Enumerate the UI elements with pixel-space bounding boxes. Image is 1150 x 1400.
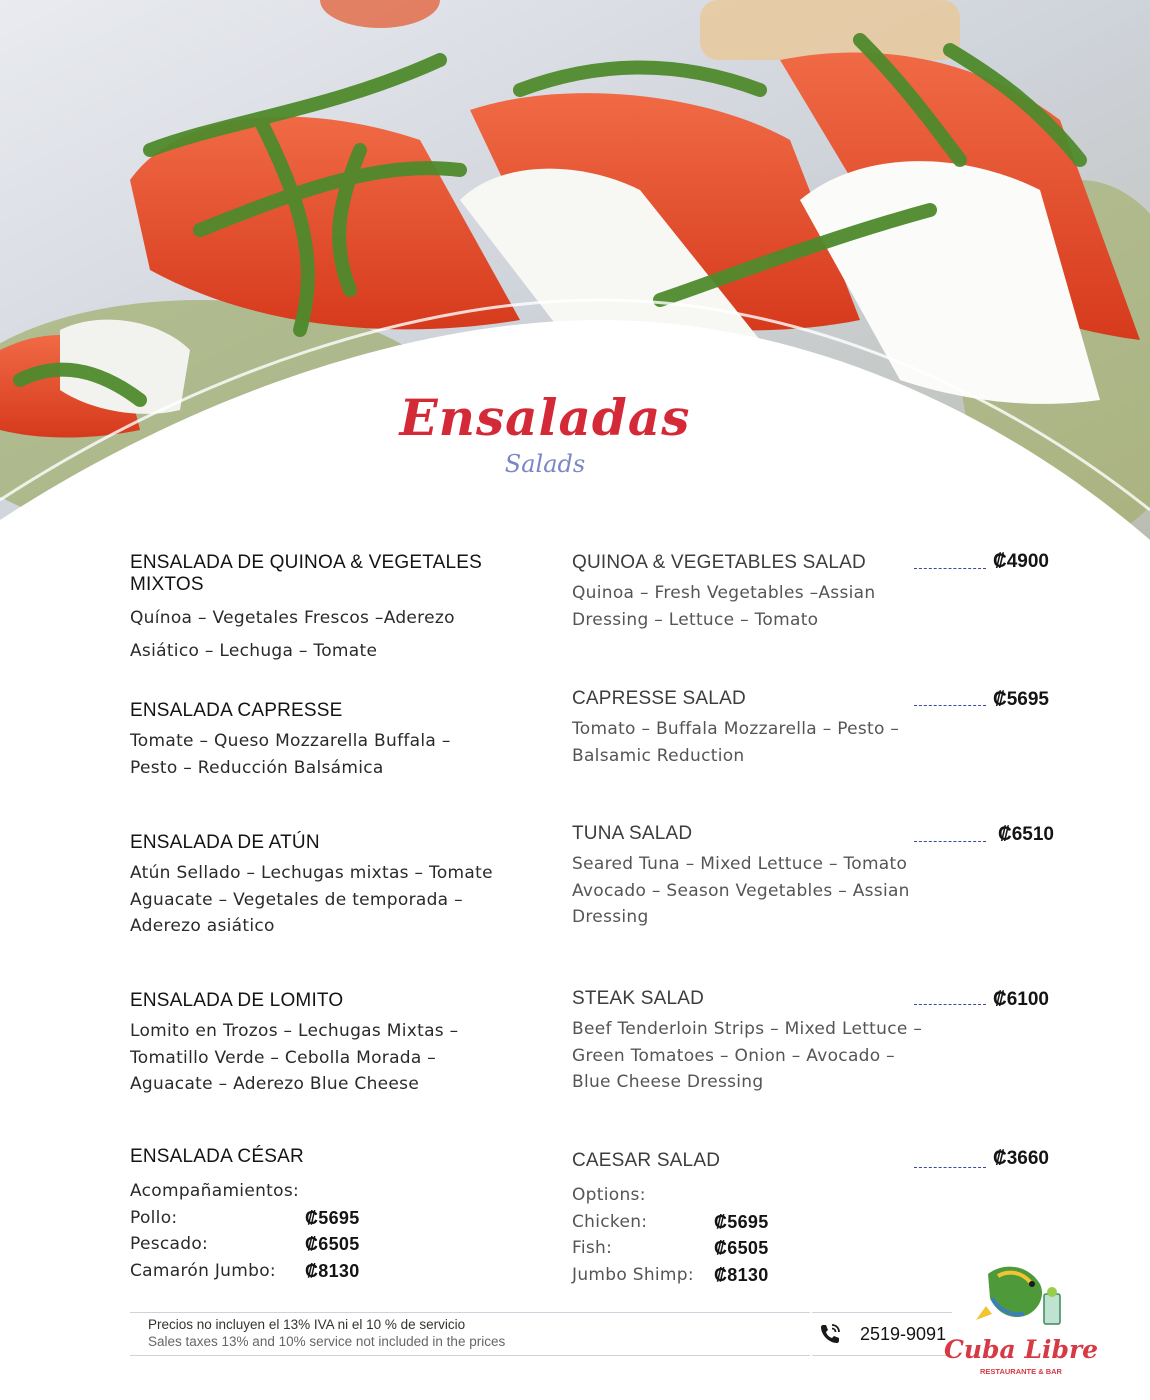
menu-item-es [130,990,540,1098]
page-title: Ensaladas [399,388,691,447]
option-row [130,1258,540,1285]
item-name: ENSALADA CÉSAR [130,1146,304,1167]
option-price: ₡8130 [305,1260,360,1281]
tax-note-es: Precios no incluyen el 13% IVA ni el 10 % de servicio [148,1317,466,1332]
desc-line: Green Tomatoes – Onion – Avocado – [572,1045,895,1066]
desc-line: Blue Cheese Dressing [572,1072,764,1092]
tax-note-en: Sales taxes 13% and 10% service not included in the prices [148,1334,506,1349]
desc-line: Tomato – Buffala Mozzarella – Pesto – [572,719,900,739]
item-name: ENSALADA DE LOMITO [130,990,344,1011]
desc-line: Atún Sellado – Lechugas mixtas – Tomate [130,863,493,883]
option-price: ₡6505 [305,1234,360,1254]
option-price: ₡8130 [714,1264,769,1285]
desc-line: Lomito en Trozos – Lechugas Mixtas – [130,1021,459,1041]
desc-line: Avocado – Season Vegetables – Assian [572,880,910,901]
phone-number: 2519-9091 [860,1324,947,1344]
option-row [130,1231,540,1258]
desc-line: Pesto – Reducción Balsámica [130,757,384,778]
item-name: ENSALADA DE ATÚN [130,832,320,853]
item-price: ₡3660 [993,1148,1049,1169]
item-name: ENSALADA DE QUINOA & VEGETALES MIXTOS [130,552,482,595]
item-options [572,1182,982,1288]
price-leader [914,1004,986,1005]
item-name: ENSALADA CAPRESSE [130,700,343,721]
item-description [130,728,540,781]
item-name: TUNA SALAD [572,823,693,844]
option-row [130,1205,540,1232]
options-label: Options: [572,1185,646,1205]
menu-item-en [572,688,982,769]
desc-line: Quínoa – Vegetales Frescos –Aderezo [130,608,455,628]
item-description [572,1016,982,1096]
cuba-libre-logo [943,1254,1099,1394]
option-price: ₡5695 [305,1207,360,1228]
desc-line: Beef Tenderloin Strips – Mixed Lettuce – [572,1019,923,1039]
desc-line: Asiático – Lechuga – Tomate [130,641,378,661]
page-subtitle: Salads [504,450,586,478]
option-label: Chicken: [572,1211,648,1232]
item-price: ₡4900 [993,551,1049,572]
logo-text: Cuba Libre [943,1335,1099,1364]
desc-line: Seared Tuna – Mixed Lettuce – Tomato [572,854,908,874]
menu-item-en [572,1150,982,1288]
item-description [130,1018,540,1098]
item-name: CAESAR SALAD [572,1150,721,1171]
options-label: Acompañamientos: [130,1181,300,1201]
item-name: CAPRESSE SALAD [572,688,746,709]
item-name: STEAK SALAD [572,988,705,1009]
option-label: Pescado: [130,1234,209,1254]
item-description [130,602,540,668]
option-label: Jumbo Shimp: [572,1264,694,1285]
menu-item-en [572,823,982,931]
desc-line: Tomatillo Verde – Cebolla Morada – [130,1047,437,1068]
option-price: ₡5695 [714,1211,769,1232]
desc-line: Balsamic Reduction [572,745,745,766]
price-leader [914,1167,986,1168]
item-price: ₡5695 [993,689,1049,710]
item-description [572,716,982,769]
item-description [130,860,540,940]
option-label: Camarón Jumbo: [130,1260,276,1281]
item-price: ₡6100 [993,989,1049,1010]
phone-icon [818,1322,842,1346]
option-row [572,1262,982,1289]
price-leader [914,705,986,706]
option-price: ₡6505 [714,1238,769,1258]
desc-line: Tomate – Queso Mozzarella Buffala – [130,731,451,751]
option-label: Fish: [572,1238,613,1258]
menu-item-es [130,700,540,781]
menu-item-es [130,1146,540,1284]
option-label: Pollo: [130,1207,178,1228]
price-leader [914,841,986,842]
item-price: ₡6510 [998,824,1054,845]
desc-line: Aderezo asiático [130,916,275,936]
menu-item-es [130,552,540,668]
item-name: QUINOA & VEGETABLES SALAD [572,552,866,573]
item-description [572,851,982,931]
menu-item-en [572,552,982,633]
desc-line: Dressing – Lettuce – Tomato [572,609,819,630]
item-description [572,580,982,633]
desc-line: Quinoa – Fresh Vegetables –Assian [572,583,876,603]
logo-tagline: RESTAURANTE & BAR [980,1367,1062,1376]
menu-item-es [130,832,540,940]
option-row [572,1235,982,1262]
item-options [130,1178,540,1284]
desc-line: Aguacate – Vegetales de temporada – [130,889,463,910]
option-row [572,1209,982,1236]
desc-line: Aguacate – Aderezo Blue Cheese [130,1074,420,1094]
price-leader [914,568,986,569]
desc-line: Dressing [572,907,649,927]
